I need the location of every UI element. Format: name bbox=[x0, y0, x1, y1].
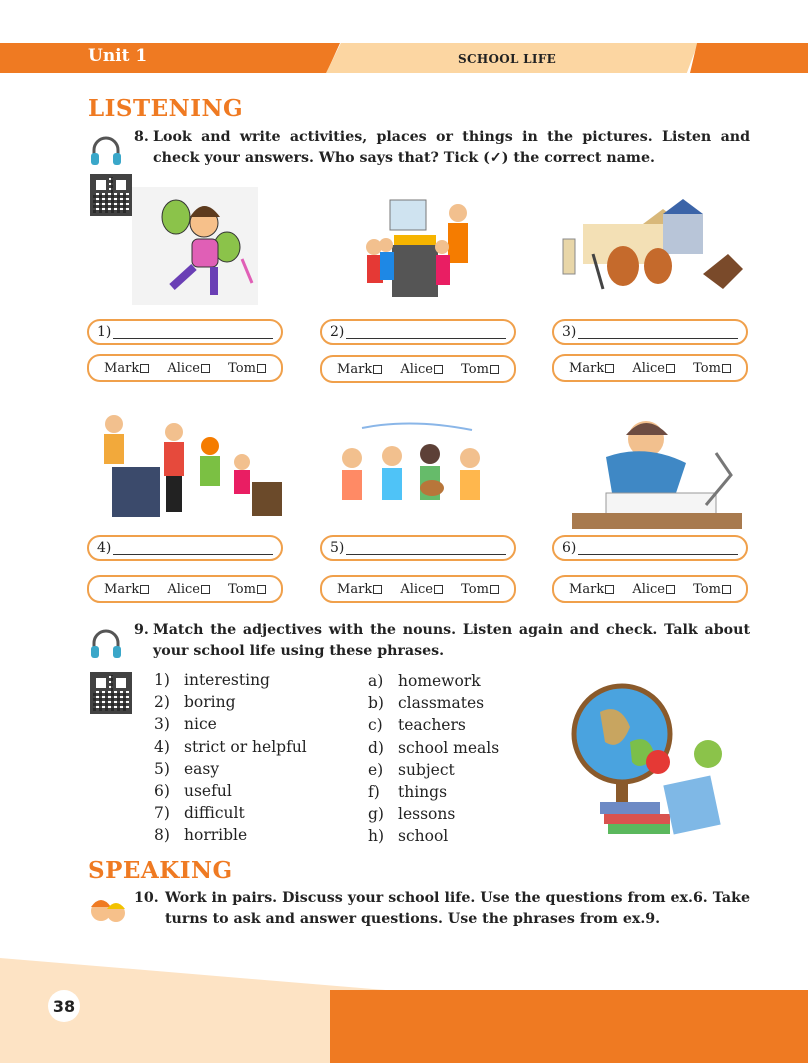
picture-canteen bbox=[362, 195, 476, 301]
qr-code-icon[interactable] bbox=[90, 672, 132, 714]
noun-letter: h) bbox=[368, 827, 385, 846]
checkbox[interactable] bbox=[373, 585, 382, 594]
checkbox[interactable] bbox=[605, 364, 614, 373]
checkbox[interactable] bbox=[257, 364, 266, 373]
tick-alice[interactable]: Alice bbox=[167, 582, 210, 597]
tick-mark[interactable]: Mark bbox=[337, 362, 382, 377]
adjective-number: 1) bbox=[154, 671, 170, 689]
task-10 bbox=[134, 888, 750, 930]
answer-line-3[interactable] bbox=[578, 325, 738, 339]
task-8-number: 8. bbox=[134, 129, 149, 145]
checkbox[interactable] bbox=[490, 365, 499, 374]
tick-tom[interactable]: Tom bbox=[693, 361, 731, 376]
noun-text: homework bbox=[398, 672, 481, 690]
adjective-text: interesting bbox=[184, 671, 270, 689]
adjective-text: strict or helpful bbox=[184, 737, 307, 756]
adjective-item bbox=[154, 715, 217, 733]
adjective-item bbox=[154, 826, 247, 844]
adjective-item bbox=[154, 804, 245, 822]
adjective-item bbox=[154, 693, 236, 711]
answer-label-3: 3) bbox=[562, 324, 577, 340]
checkbox[interactable] bbox=[201, 585, 210, 594]
answer-line-6[interactable] bbox=[578, 541, 738, 555]
adjective-number: 7) bbox=[154, 804, 170, 823]
noun-item bbox=[368, 716, 466, 734]
pair-work-icon bbox=[88, 893, 128, 929]
tick-tom[interactable]: Tom bbox=[461, 362, 499, 377]
checkbox[interactable] bbox=[140, 585, 149, 594]
picture-history bbox=[553, 194, 749, 294]
tick-tom[interactable]: Tom bbox=[693, 582, 731, 597]
checkbox[interactable] bbox=[490, 585, 499, 594]
tick-tom[interactable]: Tom bbox=[461, 582, 499, 597]
adjective-item bbox=[154, 782, 232, 800]
noun-letter: f) bbox=[368, 783, 380, 801]
answer-line-2[interactable] bbox=[346, 325, 506, 339]
noun-text: subject bbox=[398, 760, 455, 779]
adjective-number: 6) bbox=[154, 782, 170, 800]
adjective-text: easy bbox=[184, 759, 220, 778]
picture-studying bbox=[566, 413, 748, 531]
names-box-3 bbox=[552, 354, 748, 382]
adjective-text: boring bbox=[184, 693, 236, 712]
checkbox[interactable] bbox=[201, 364, 210, 373]
names-box-2 bbox=[320, 355, 516, 383]
noun-letter: e) bbox=[368, 760, 384, 779]
checkbox[interactable] bbox=[722, 364, 731, 373]
adjective-item bbox=[154, 760, 219, 778]
chapter-title: SCHOOL LIFE bbox=[458, 52, 557, 66]
noun-item bbox=[368, 739, 499, 757]
task-10-number: 10. bbox=[134, 890, 159, 906]
headphones-icon bbox=[89, 134, 123, 168]
answer-box-1[interactable] bbox=[87, 319, 283, 345]
answer-label-6: 6) bbox=[562, 540, 577, 556]
noun-text: lessons bbox=[398, 805, 456, 824]
tick-mark[interactable]: Mark bbox=[569, 361, 614, 376]
noun-item bbox=[368, 783, 447, 801]
headphones-icon bbox=[89, 627, 123, 661]
header-band-right bbox=[690, 43, 808, 73]
names-box-4 bbox=[87, 575, 283, 603]
checkbox[interactable] bbox=[722, 585, 731, 594]
noun-text: things bbox=[398, 783, 448, 801]
speaking-title: SPEAKING bbox=[88, 857, 233, 884]
tick-alice[interactable]: Alice bbox=[167, 361, 210, 376]
task-10-text: Work in pairs. Discuss your school life. Use the questions from ex.6. Take turns to ask and answer questions. Use the phrases from ex.9. bbox=[165, 890, 750, 927]
answer-label-2: 2) bbox=[330, 324, 345, 340]
checkbox[interactable] bbox=[373, 365, 382, 374]
tick-mark[interactable]: Mark bbox=[569, 582, 614, 597]
checkbox[interactable] bbox=[434, 585, 443, 594]
answer-box-2[interactable] bbox=[320, 319, 516, 345]
unit-label: Unit 1 bbox=[88, 46, 148, 66]
tick-mark[interactable]: Mark bbox=[337, 582, 382, 597]
answer-line-5[interactable] bbox=[346, 541, 506, 555]
tick-alice[interactable]: Alice bbox=[400, 362, 443, 377]
checkbox[interactable] bbox=[666, 364, 675, 373]
adjective-number: 5) bbox=[154, 759, 170, 778]
noun-item bbox=[368, 761, 455, 779]
adjective-number: 3) bbox=[154, 715, 170, 734]
noun-item bbox=[368, 827, 448, 845]
adjective-number: 4) bbox=[154, 737, 170, 756]
checkbox[interactable] bbox=[666, 585, 675, 594]
listening-title: LISTENING bbox=[88, 95, 244, 122]
checkbox[interactable] bbox=[605, 585, 614, 594]
tick-tom[interactable]: Tom bbox=[228, 361, 266, 376]
noun-letter: b) bbox=[368, 694, 384, 713]
header-band-left bbox=[0, 43, 340, 73]
noun-item bbox=[368, 672, 481, 690]
noun-text: school bbox=[398, 827, 449, 846]
checkbox[interactable] bbox=[140, 364, 149, 373]
task-9-text: Match the adjectives with the nouns. Listen again and check. Talk about your school life using these phrases. bbox=[153, 622, 750, 659]
task-9 bbox=[134, 620, 750, 662]
page-number: 38 bbox=[48, 990, 80, 1022]
noun-item bbox=[368, 694, 484, 712]
noun-text: classmates bbox=[398, 694, 485, 713]
names-box-5 bbox=[320, 575, 516, 603]
adjective-text: useful bbox=[184, 782, 232, 800]
noun-letter: d) bbox=[368, 738, 384, 757]
tick-alice[interactable]: Alice bbox=[632, 361, 675, 376]
picture-music bbox=[322, 418, 506, 520]
tick-mark[interactable]: Mark bbox=[104, 582, 149, 597]
footer-band-orange bbox=[330, 990, 808, 1063]
names-box-6 bbox=[552, 575, 748, 603]
task-8 bbox=[134, 127, 750, 169]
tick-mark[interactable]: Mark bbox=[104, 361, 149, 376]
answer-box-3[interactable] bbox=[552, 319, 748, 345]
adjective-number: 8) bbox=[154, 826, 170, 845]
answer-label-5: 5) bbox=[330, 540, 345, 556]
answer-box-6[interactable] bbox=[552, 535, 748, 561]
noun-text: school meals bbox=[398, 738, 500, 757]
answer-box-4[interactable] bbox=[87, 535, 283, 561]
task-8-text: Look and write activities, places or things in the pictures. Listen and check your answers. Who says that? Tick (✓) the correct name. bbox=[153, 129, 750, 166]
answer-label-1: 1) bbox=[97, 324, 112, 340]
task-9-number: 9. bbox=[134, 622, 149, 638]
tick-alice[interactable]: Alice bbox=[400, 582, 443, 597]
adjective-text: nice bbox=[184, 715, 217, 734]
noun-item bbox=[368, 805, 455, 823]
checkbox[interactable] bbox=[257, 585, 266, 594]
answer-line-4[interactable] bbox=[113, 541, 273, 555]
checkbox[interactable] bbox=[434, 365, 443, 374]
answer-box-5[interactable] bbox=[320, 535, 516, 561]
answer-label-4: 4) bbox=[97, 540, 112, 556]
adjective-text: difficult bbox=[184, 804, 245, 823]
answer-line-1[interactable] bbox=[113, 325, 273, 339]
noun-letter: g) bbox=[368, 805, 384, 824]
qr-code-icon[interactable] bbox=[90, 174, 132, 216]
tick-tom[interactable]: Tom bbox=[228, 582, 266, 597]
adjective-item bbox=[154, 738, 307, 756]
adjective-text: horrible bbox=[184, 826, 248, 845]
picture-lunch-line bbox=[92, 412, 284, 520]
adjective-number: 2) bbox=[154, 693, 170, 712]
adjective-item bbox=[154, 671, 270, 689]
picture-globe-books bbox=[560, 672, 732, 842]
names-box-1 bbox=[87, 354, 283, 382]
picture-drama bbox=[132, 187, 258, 305]
tick-alice[interactable]: Alice bbox=[632, 582, 675, 597]
noun-text: teachers bbox=[398, 716, 466, 735]
noun-letter: c) bbox=[368, 716, 383, 735]
noun-letter: a) bbox=[368, 672, 384, 690]
